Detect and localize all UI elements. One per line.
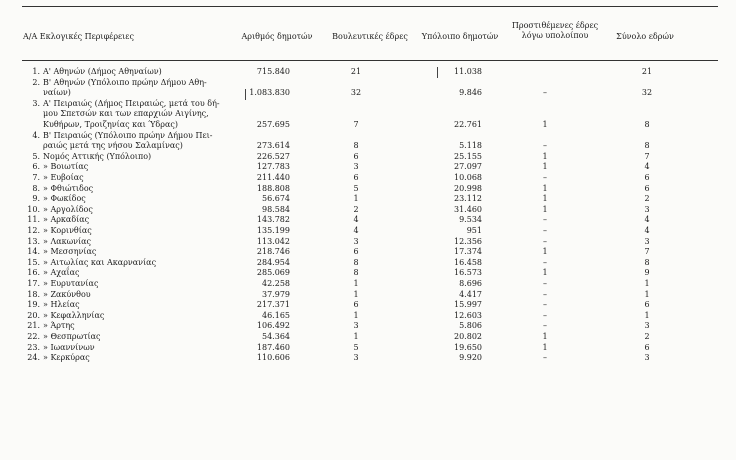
remainder-value: 4.417 xyxy=(459,289,482,299)
row-number: 5. xyxy=(32,151,40,161)
row-number: 14. xyxy=(27,247,40,257)
pen-mark xyxy=(245,89,246,100)
remainder-value: 951 xyxy=(466,226,482,235)
region-name: » Κερκύρας xyxy=(43,353,90,363)
seats-value: 5 xyxy=(353,183,359,193)
row-number: 6. xyxy=(32,162,40,172)
remainder-value: 12.356 xyxy=(454,236,482,246)
remainder-value: 16.458 xyxy=(454,257,482,267)
population-value: 273.614 xyxy=(256,141,290,151)
region-name: » Ηλείας xyxy=(43,300,80,310)
region-name: ραιώς μετά της νήσου Σαλαμίνας) xyxy=(43,141,183,151)
row-number: 3. xyxy=(32,98,40,108)
header-name: Α/Α Εκλογικές Περιφέρειες xyxy=(23,32,134,41)
row-number: 17. xyxy=(27,279,40,288)
table-row xyxy=(0,205,736,216)
seats-value: 8 xyxy=(353,257,359,267)
remainder-value: 9.534 xyxy=(459,215,482,225)
region-name: » Κορινθίας xyxy=(43,226,92,235)
population-value: 285.069 xyxy=(256,268,290,278)
region-name: Β' Πειραιώς (Υπόλοιπο πρώην Δήμου Πει- xyxy=(43,130,213,140)
total-seats-value: 3 xyxy=(644,353,650,363)
remainder-value: 31.460 xyxy=(454,204,482,214)
row-number: 8. xyxy=(32,183,40,193)
region-name: Α' Πειραιώς (Δήμος Πειραιώς, μετά του δή- xyxy=(43,98,220,108)
population-value: 54.364 xyxy=(262,332,290,341)
row-number: 24. xyxy=(27,353,40,363)
region-name: Α' Αθηνών (Δήμος Αθηναίων) xyxy=(43,67,162,76)
table-row xyxy=(0,226,736,237)
row-number: 9. xyxy=(32,194,40,204)
row-number: 7. xyxy=(32,173,40,182)
seats-value: 1 xyxy=(353,310,359,320)
extra-seats-value: 1 xyxy=(542,247,548,257)
seats-value: 2 xyxy=(353,204,359,214)
total-seats-value: 9 xyxy=(644,268,650,278)
total-seats-value: 7 xyxy=(644,151,650,161)
total-seats-value: 2 xyxy=(644,194,650,204)
population-value: 217.371 xyxy=(256,300,290,310)
total-seats-value: 6 xyxy=(644,183,650,193)
table-row xyxy=(0,194,736,205)
region-name: » Μεσσηνίας xyxy=(43,247,97,257)
total-seats-value: 32 xyxy=(641,88,653,98)
seats-value: 6 xyxy=(353,173,359,182)
table-row xyxy=(0,215,736,226)
row-number: 22. xyxy=(27,332,40,341)
remainder-value: 20.998 xyxy=(454,183,482,193)
row-number: 20. xyxy=(27,310,40,320)
region-name: » Αρκαδίας xyxy=(43,215,90,225)
seats-value: 21 xyxy=(350,67,362,76)
table-row xyxy=(0,67,736,78)
remainder-value: 5.118 xyxy=(459,141,482,151)
population-value: 42.258 xyxy=(262,279,290,288)
region-name: Κυθήρων, Τροιζηνίας και Ύδρας) xyxy=(43,119,178,129)
table-row xyxy=(0,184,736,195)
region-name: » Φωκίδος xyxy=(43,194,86,204)
table-row xyxy=(0,99,736,131)
population-value: 715.840 xyxy=(256,67,290,76)
extra-seats-value: – xyxy=(543,236,547,246)
total-seats-value: 6 xyxy=(644,300,650,310)
header-extra-line1: Προστιθέμενες έδρες xyxy=(511,21,599,30)
seats-value: 1 xyxy=(353,279,359,288)
extra-seats-value: 1 xyxy=(542,194,548,204)
region-name: » Αργολίδος xyxy=(43,204,93,214)
population-value: 56.674 xyxy=(262,194,290,204)
row-number: 12. xyxy=(27,226,40,235)
region-name: » Αιτωλίας και Ακαρνανίας xyxy=(43,257,157,267)
region-name: » Βοιωτίας xyxy=(43,162,89,172)
table-row xyxy=(0,268,736,279)
population-value: 188.808 xyxy=(256,183,290,193)
extra-seats-value: – xyxy=(543,215,547,225)
total-seats-value: 6 xyxy=(644,342,650,352)
total-seats-value: 1 xyxy=(644,289,650,299)
region-name: » Ζακύνθου xyxy=(43,289,91,299)
region-name: Β' Αθηνών (Υπόλοιπο πρώην Δήμου Αθη- xyxy=(43,77,207,87)
remainder-value: 16.573 xyxy=(454,268,482,278)
remainder-value: 5.806 xyxy=(459,321,482,331)
row-number: 19. xyxy=(27,300,40,310)
table-row xyxy=(0,78,736,99)
seats-value: 7 xyxy=(353,119,359,129)
population-value: 218.746 xyxy=(256,247,290,257)
table-row xyxy=(0,321,736,332)
extra-seats-value: 1 xyxy=(542,204,548,214)
seats-value: 4 xyxy=(353,226,359,235)
population-value: 106.492 xyxy=(256,321,290,331)
seats-value: 8 xyxy=(353,268,359,278)
remainder-value: 9.846 xyxy=(459,88,482,98)
population-value: 211.440 xyxy=(256,173,290,182)
seats-value: 6 xyxy=(353,151,359,161)
total-seats-value: 8 xyxy=(644,257,650,267)
total-seats-value: 1 xyxy=(644,279,650,288)
table-row xyxy=(0,131,736,152)
seats-value: 32 xyxy=(350,88,362,98)
row-number: 1. xyxy=(32,67,40,76)
region-name: » Αχαΐας xyxy=(43,268,80,278)
region-name: » Θεσπρωτίας xyxy=(43,332,101,341)
total-seats-value: 3 xyxy=(644,321,650,331)
table-row xyxy=(0,343,736,354)
population-value: 226.527 xyxy=(256,151,290,161)
total-seats-value: 6 xyxy=(644,173,650,182)
population-value: 143.782 xyxy=(256,215,290,225)
top-rule xyxy=(22,6,718,7)
remainder-value: 23.112 xyxy=(454,194,482,204)
row-number: 23. xyxy=(27,342,40,352)
total-seats-value: 4 xyxy=(644,215,650,225)
seats-value: 3 xyxy=(353,236,359,246)
header-extra-line2: λόγω υπολοίπου xyxy=(521,31,589,40)
extra-seats-value: – xyxy=(543,88,547,98)
table-row xyxy=(0,332,736,343)
extra-seats-value: – xyxy=(543,226,547,235)
population-value: 46.165 xyxy=(262,310,290,320)
remainder-value: 20.802 xyxy=(454,332,482,341)
population-value: 110.606 xyxy=(256,353,290,363)
row-number: 10. xyxy=(27,204,40,214)
remainder-value: 12.603 xyxy=(454,310,482,320)
remainder-value: 22.761 xyxy=(454,119,482,129)
table-row xyxy=(0,290,736,301)
extra-seats-value: 1 xyxy=(542,151,548,161)
remainder-value: 27.097 xyxy=(454,162,482,172)
row-number: 18. xyxy=(27,289,40,299)
extra-seats-value: – xyxy=(543,257,547,267)
table-row xyxy=(0,300,736,311)
header-total: Σύνολο εδρών xyxy=(616,32,674,41)
seats-value: 1 xyxy=(353,332,359,341)
seats-value: 1 xyxy=(353,194,359,204)
seats-value: 6 xyxy=(353,300,359,310)
region-name: μου Σπετσών και των επαρχιών Αιγίνης, xyxy=(43,109,209,119)
extra-seats-value: – xyxy=(543,321,547,331)
row-number: 16. xyxy=(27,268,40,278)
table-row xyxy=(0,173,736,184)
table-row xyxy=(0,311,736,322)
seats-value: 5 xyxy=(353,342,359,352)
remainder-value: 10.068 xyxy=(454,173,482,182)
region-name: » Φθιώτιδος xyxy=(43,183,94,193)
population-value: 113.042 xyxy=(256,236,290,246)
population-value: 135.199 xyxy=(256,226,290,235)
header-remainder: Υπόλοιπο δημοτών xyxy=(421,32,499,41)
population-value: 127.783 xyxy=(256,162,290,172)
table-row xyxy=(0,258,736,269)
seats-value: 3 xyxy=(353,321,359,331)
extra-seats-value: 1 xyxy=(542,268,548,278)
header-rule xyxy=(22,60,718,61)
extra-seats-value: 1 xyxy=(542,332,548,341)
total-seats-value: 3 xyxy=(644,236,650,246)
extra-seats-value: 1 xyxy=(542,342,548,352)
row-number: 4. xyxy=(32,130,40,140)
total-seats-value: 4 xyxy=(644,226,650,235)
remainder-value: 15.997 xyxy=(454,300,482,310)
region-name: » Κεφαλληνίας xyxy=(43,310,105,320)
region-name: » Λακωνίας xyxy=(43,236,92,246)
total-seats-value: 1 xyxy=(644,310,650,320)
row-number: 11. xyxy=(27,215,40,225)
row-number: 21. xyxy=(27,321,40,331)
seats-value: 3 xyxy=(353,353,359,363)
remainder-value: 17.374 xyxy=(454,247,482,257)
extra-seats-value: – xyxy=(543,353,547,363)
population-value: 187.460 xyxy=(256,342,290,352)
remainder-value: 8.696 xyxy=(459,279,482,288)
population-value: 37.979 xyxy=(262,289,290,299)
seats-value: 3 xyxy=(353,162,359,172)
region-name: » Άρτης xyxy=(43,321,75,331)
row-number: 13. xyxy=(27,236,40,246)
total-seats-value: 4 xyxy=(644,162,650,172)
region-name: » Ευβοίας xyxy=(43,173,84,182)
table-row xyxy=(0,237,736,248)
seats-value: 1 xyxy=(353,289,359,299)
extra-seats-value: – xyxy=(543,141,547,151)
table-row xyxy=(0,247,736,258)
table-row xyxy=(0,152,736,163)
remainder-value: 9.920 xyxy=(459,353,482,363)
region-name: » Ιωαννίνων xyxy=(43,342,95,352)
extra-seats-value: – xyxy=(543,300,547,310)
region-name: Νομός Αττικής (Υπόλοιπο) xyxy=(43,151,152,161)
row-number: 2. xyxy=(32,77,40,87)
region-name: ναίων) xyxy=(43,88,71,98)
total-seats-value: 3 xyxy=(644,204,650,214)
row-number: 15. xyxy=(27,257,40,267)
table-row xyxy=(0,162,736,173)
total-seats-value: 8 xyxy=(644,141,650,151)
extra-seats-value: 1 xyxy=(542,119,548,129)
population-value: 1.083.830 xyxy=(249,88,290,98)
remainder-value: 25.155 xyxy=(454,151,482,161)
remainder-value: 11.038 xyxy=(454,67,482,76)
population-value: 98.584 xyxy=(262,204,290,214)
header-seats: Βουλευτικές έδρες xyxy=(332,32,408,41)
seats-value: 4 xyxy=(353,215,359,225)
population-value: 257.695 xyxy=(256,119,290,129)
region-name: » Ευρυτανίας xyxy=(43,279,99,288)
extra-seats-value: 1 xyxy=(542,162,548,172)
population-value: 284.954 xyxy=(256,257,290,267)
extra-seats-value: – xyxy=(543,289,547,299)
pen-mark xyxy=(437,67,438,78)
total-seats-value: 21 xyxy=(641,67,653,76)
table-row xyxy=(0,353,736,364)
extra-seats-value: – xyxy=(543,173,547,182)
extra-seats-value: – xyxy=(543,279,547,288)
extra-seats-value: – xyxy=(543,310,547,320)
seats-value: 6 xyxy=(353,247,359,257)
extra-seats-value: 1 xyxy=(542,183,548,193)
seats-value: 8 xyxy=(353,141,359,151)
total-seats-value: 7 xyxy=(644,247,650,257)
total-seats-value: 2 xyxy=(644,332,650,341)
table-row xyxy=(0,279,736,290)
total-seats-value: 8 xyxy=(644,119,650,129)
header-population: Αριθμός δημοτών xyxy=(241,32,313,41)
remainder-value: 19.650 xyxy=(454,342,482,352)
